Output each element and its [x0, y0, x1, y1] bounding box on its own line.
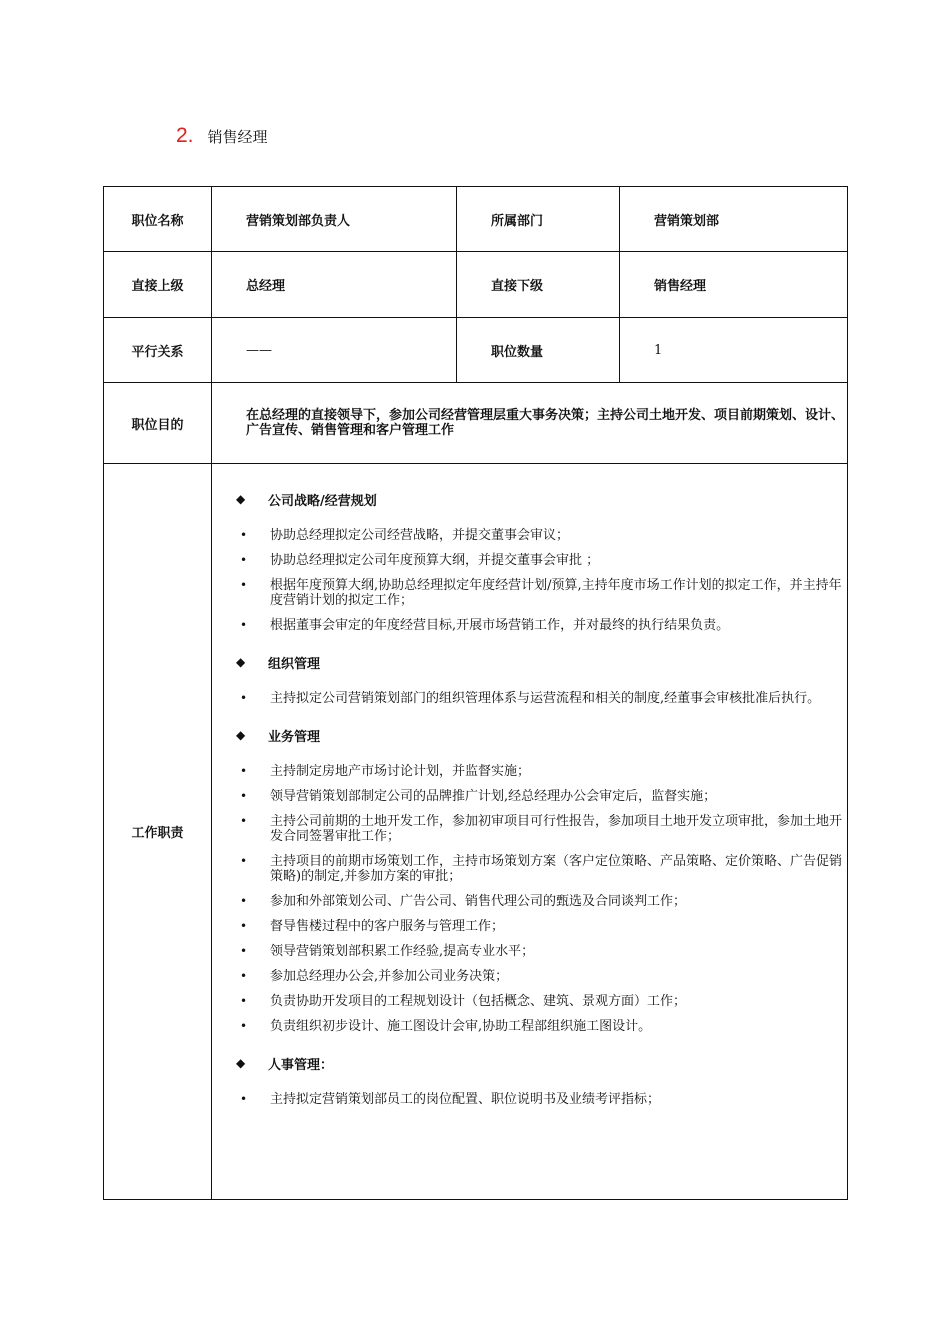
label-parallel-relation: 平行关系 [104, 318, 212, 383]
duty-item-text: 主持拟定营销策划部员工的岗位配置、职位说明书及业绩考评指标； [270, 1092, 661, 1107]
duty-item [236, 1092, 847, 1107]
bullet-icon: • [240, 553, 248, 567]
duty-section-title: 业务管理 [268, 729, 321, 745]
duty-section-heading [236, 726, 847, 744]
bullet-icon: • [240, 1019, 248, 1033]
section-heading [176, 124, 268, 154]
bullet-icon: • [240, 994, 248, 1008]
duties-cell [212, 464, 848, 1200]
duty-section-heading [236, 653, 847, 671]
value-direct-subordinate: 销售经理 [620, 252, 848, 318]
label-duties: 工作职责 [104, 464, 212, 1200]
value-direct-superior: 总经理 [212, 252, 457, 318]
duty-item-text: 参加和外部策划公司、广告公司、销售代理公司的甄选及合同谈判工作； [270, 894, 687, 909]
duty-item-text: 领导营销策划部制定公司的品牌推广计划,经总经理办公会审定后，监督实施； [270, 789, 717, 804]
value-headcount: 1 [620, 318, 848, 383]
duty-item-text: 协助总经理拟定公司年度预算大纲，并提交董事会审批 ； [270, 553, 600, 568]
bullet-icon: • [240, 1092, 248, 1106]
duty-item [236, 994, 847, 1009]
bullet-icon: • [240, 919, 248, 933]
diamond-bullet-icon: ◆ [236, 492, 246, 506]
bullet-icon: • [240, 691, 248, 705]
label-department: 所属部门 [457, 187, 620, 252]
duty-item-text: 负责组织初步设计、施工图设计会审,协助工程部组织施工图设计。 [270, 1019, 652, 1034]
value-department: 营销策划部 [620, 187, 848, 252]
duty-item-text: 负责协助开发项目的工程规划设计（包括概念、建筑、景观方面）工作； [270, 994, 687, 1009]
duty-item [236, 894, 847, 909]
bullet-icon: • [240, 894, 248, 908]
table-row [104, 252, 848, 318]
value-position-name: 营销策划部负责人 [212, 187, 457, 252]
bullet-icon: • [240, 764, 248, 778]
duty-item-text: 主持公司前期的土地开发工作，参加初审项目可行性报告，参加项目土地开发立项审批，参加土地开发合同签署审批工作； [270, 814, 843, 844]
duty-section-heading [236, 490, 847, 508]
duty-item [236, 691, 847, 706]
label-position-name: 职位名称 [104, 187, 212, 252]
duty-item [236, 578, 847, 608]
duty-item-text: 督导售楼过程中的客户服务与管理工作； [270, 919, 505, 934]
duty-item [236, 789, 847, 804]
table-row [104, 187, 848, 252]
duty-item-text: 协助总经理拟定公司经营战略，并提交董事会审议； [270, 528, 570, 543]
value-parallel-relation: —— [212, 318, 457, 383]
duty-section-heading [236, 1054, 847, 1072]
label-position-purpose: 职位目的 [104, 383, 212, 464]
duties-list [236, 490, 847, 1107]
table-row [104, 318, 848, 383]
label-direct-subordinate: 直接下级 [457, 252, 620, 318]
duty-item [236, 618, 847, 633]
label-headcount: 职位数量 [457, 318, 620, 383]
duty-item [236, 969, 847, 984]
bullet-icon: • [240, 814, 248, 828]
duty-item-text: 主持拟定公司营销策划部门的组织管理体系与运营流程和相关的制度,经董事会审核批准后执行。 [270, 691, 821, 706]
table-row [104, 464, 848, 1200]
section-number: 2. [176, 124, 194, 147]
bullet-icon: • [240, 578, 248, 592]
bullet-icon: • [240, 969, 248, 983]
duty-item-text: 根据董事会审定的年度经营目标,开展市场营销工作，并对最终的执行结果负责。 [270, 618, 730, 633]
label-direct-superior: 直接上级 [104, 252, 212, 318]
duty-item-text: 领导营销策划部积累工作经验,提高专业水平； [270, 944, 535, 959]
bullet-icon: • [240, 618, 248, 632]
bullet-icon: • [240, 528, 248, 542]
duty-item [236, 944, 847, 959]
diamond-bullet-icon: ◆ [236, 1056, 246, 1070]
duty-item [236, 528, 847, 543]
diamond-bullet-icon: ◆ [236, 728, 246, 742]
table-row [104, 383, 848, 464]
duty-item [236, 1019, 847, 1034]
bullet-icon: • [240, 789, 248, 803]
duty-item-text: 主持项目的前期市场策划工作，主持市场策划方案（客户定位策略、产品策略、定价策略、广告促销策略)的制定,并参加方案的审批； [270, 854, 843, 884]
duty-item [236, 764, 847, 779]
duty-item-text: 主持制定房地产市场讨论计划，并监督实施； [270, 764, 531, 779]
duty-item [236, 814, 847, 844]
duty-section-title: 组织管理 [268, 656, 321, 672]
job-description-table [103, 186, 848, 1200]
duty-item [236, 553, 847, 568]
duty-section-title: 公司战略/经营规划 [268, 493, 377, 509]
duty-section-title: 人事管理： [268, 1057, 334, 1073]
bullet-icon: • [240, 854, 248, 868]
duty-item [236, 919, 847, 934]
diamond-bullet-icon: ◆ [236, 655, 246, 669]
duty-item [236, 854, 847, 884]
bullet-icon: • [240, 944, 248, 958]
value-position-purpose: 在总经理的直接领导下，参加公司经营管理层重大事务决策；主持公司土地开发、项目前期策划、设计、广告宣传、销售管理和客户管理工作 [212, 383, 848, 464]
section-title: 销售经理 [207, 128, 268, 146]
duty-item-text: 根据年度预算大纲,协助总经理拟定年度经营计划/预算,主持年度市场工作计划的拟定工作，并主持年度营销计划的拟定工作； [270, 578, 842, 608]
duty-item-text: 参加总经理办公会,并参加公司业务决策； [270, 969, 509, 984]
